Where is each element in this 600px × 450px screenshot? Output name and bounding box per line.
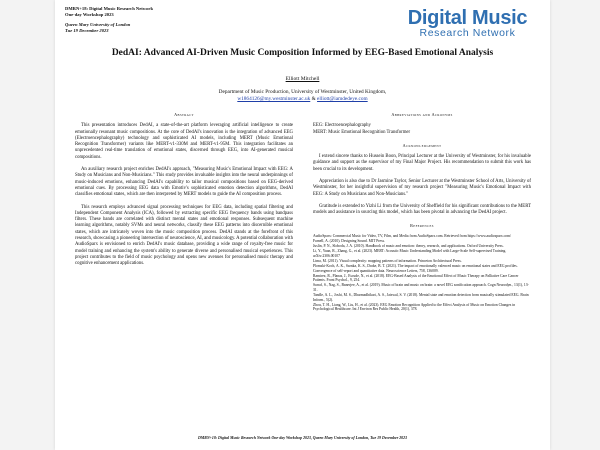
reference-item: Lima, M. (2011). Visual complexity: mapping patterns of information. Princeton Architectural Press.	[313, 258, 462, 263]
page-footer: DMRN+18: Digital Music Research Network One-day Workshop 2023, Queen Mary University of London, Tue 19 December 2023	[198, 436, 407, 440]
reference-item: Juslin, P. N., Sloboda, J. A. (2010). Handbook of music and emotion: theory, research, and applications. Oxford University Press.	[313, 244, 504, 249]
right-column	[313, 112, 531, 312]
abstract-paragraph-1: This presentation introduces DedAI, a state-of-the-art platform leveraging artificial intelligence to create emotionally resonant music compositions. At the core of DedAI's innovation is the integration of advanced EEG (Electroencephalography) technology and sophisticated AI models, including MERT (Music Emotional Recognition Transformer) variants like MERT-v1-330M and MERT-v1-95M. This integration facilitates an unprecedented real-time translation of emotional states, discerned through EEG, into AI-generated musical compositions.	[75, 123, 293, 160]
reference-item: Tandle, A. L., Joshi, M. S., Dharmadhikari, A. S., Jaiswal, S. V. (2018). Mental state and emotion detection from musically stimulated EEG. Brain Inform., 5(2).	[313, 292, 529, 302]
acknowledgement-paragraph-2: Appreciation is also due to Dr Jasmine Taylor, Senior Lecturer at the Westminster School of Arts, University of Westminster, for her insightful supervision of my research project "Measuring Music's Emotional Impact with EEG: A Study on Musicians and Non-Musicians."	[313, 179, 531, 197]
abbreviations-list	[313, 123, 531, 136]
abstract-paragraph-3: This research employs advanced signal processing techniques for EEG data, including spatial filtering and Independent Component Analysis (ICA), followed by extracting specific EEG frequency bands using bandpass filters. These bands are correlated with distinct mental states and emotional responses. Subsequent machine learning algorithms, notably SVMs and neural networks, classify these EEG patterns into discernible emotional states, which are intricately woven into the music composition process. DedAI stands at the forefront of this research, showcasing a pioneering intersection of neuroscience, AI, and musicology. A potential collaboration with AudioSparx is envisioned to enrich DedAI's music database, providing a wide range of royalty-free music for model training and enhancing the system's ability to generate diverse and personalised musical experiences. This project contributes to the field of music psychology and opens new avenues for personalised music therapy and cognitive enhancement applications.	[75, 204, 293, 267]
abbreviations-heading: Abbreviations and Acronyms	[391, 112, 453, 117]
affiliation-text: Department of Music Production, University of Westminster, United Kingdom,	[218, 89, 387, 95]
acknowledgement-paragraph-3: Gratitude is extended to Yizhi Li from the University of Sheffield for his significant contributions to the MERT models and assistance in sourcing this model, which has been pivotal in advancing the DedAI project.	[313, 203, 531, 216]
header-workshop: One-day Workshop 2023	[65, 12, 114, 17]
email-link-1[interactable]: w1864126@my.westminster.ac.uk	[237, 96, 311, 102]
paper-page	[55, 0, 550, 450]
conference-header	[65, 6, 245, 34]
left-column	[75, 112, 293, 274]
email-separator: &	[310, 96, 318, 102]
references-list	[313, 234, 531, 312]
reference-item: Ramirez, R., Planas, J., Escude, N., et al. (2018). EEG-Based Analysis of the Emotional Effect of Music Therapy on Palliative Care Cancer Patients. Front Psychol., 9, 254.	[313, 273, 519, 283]
reference-item: Li, Y., Yuan, R., Zhang, G., et al. (2023). MERT: Acoustic Music Understanding Model with Large-Scale Self-supervised Training. arXiv:2306.00107	[313, 249, 507, 258]
paper-title: DedAI: Advanced AI-Driven Music Composition Informed by EEG-Based Emotional Analysis	[111, 48, 494, 58]
abstract-heading: Abstract	[174, 112, 194, 117]
reference-item: Farnell, A. (2010). Designing Sound. MIT Press.	[313, 238, 385, 243]
acknowledgement-heading: Acknowledgement	[402, 142, 442, 148]
reference-item: Plomski-Koch, A. K., Sarnka, K. S., Drake, B. T. (2021). The impact of emotionally valenced music on emotional states and EEG profiles. Convergence of self-report and quantitative data. Neuroscience Letters, 758, 136009.	[313, 263, 518, 273]
abbreviation-item: EEG: Electroencephalography	[313, 123, 371, 129]
abbreviation-item: MERT: Music Emotional Recognition Transformer	[313, 129, 411, 135]
reference-item: AudioSparx: Commercial Music for Video, TV, Film, and Media from AudioSparx.com. Retrieved from https://www.audiosparx.com/	[313, 233, 512, 238]
header-date: Tue 19 December 2023	[65, 28, 109, 33]
dmrn-logo	[400, 8, 535, 42]
logo-line-2: Research Network	[419, 27, 516, 39]
header-network: DMRN+18: Digital Music Research Network	[65, 6, 154, 11]
email-line	[135, 96, 470, 103]
author-affiliation	[135, 89, 470, 103]
reference-item: Sarraf, S., Nag, S., Banerjee, A., et al. (2019). Music of brain and music on brain: a novel EEG sonification approach. Cogn Neurodyn., 13(1), 13-31.	[313, 283, 529, 292]
abstract-paragraph-2: An auxiliary research project enriches DedAI's approach, "Measuring Music's Emotional Impact with EEG: A Study on Musicians and Non-Musicians." This study provides invaluable insights into the neural underpinnings of music-induced emotions, enhancing DedAI's capability to tailor musical compositions based on EEG-derived emotional cues. By processing EEG data with Emotiv's sophisticated emotion detection algorithms, DedAI classifies emotional states, which are then interpreted by MERT models to guide the AI composition process.	[75, 167, 293, 198]
acknowledgement-paragraph-1: I extend sincere thanks to Hussein Boon, Principal Lecturer at the University of Westminster, for his invaluable guidance and support as the supervisor of my Final Major Project. His recommendation to submit this work has been crucial to its development.	[313, 154, 531, 172]
references-heading: References	[410, 222, 434, 228]
email-link-2[interactable]: elliott@iamdedeye.com	[317, 96, 368, 102]
author-name: Elliott Mitchell	[285, 76, 320, 82]
logo-line-1: Digital Music	[407, 7, 528, 29]
header-venue: Queen Mary University of London	[65, 22, 131, 27]
reference-item: Zhou, T. H., Liang, W., Liu, H., et al. (2023). EEG Emotion Recognition Applied to the Effect Analysis of Music on Emotion Changes in Psychological Healthcare. Int J Environ Res Public Health, 20(1), 378.	[313, 302, 516, 312]
